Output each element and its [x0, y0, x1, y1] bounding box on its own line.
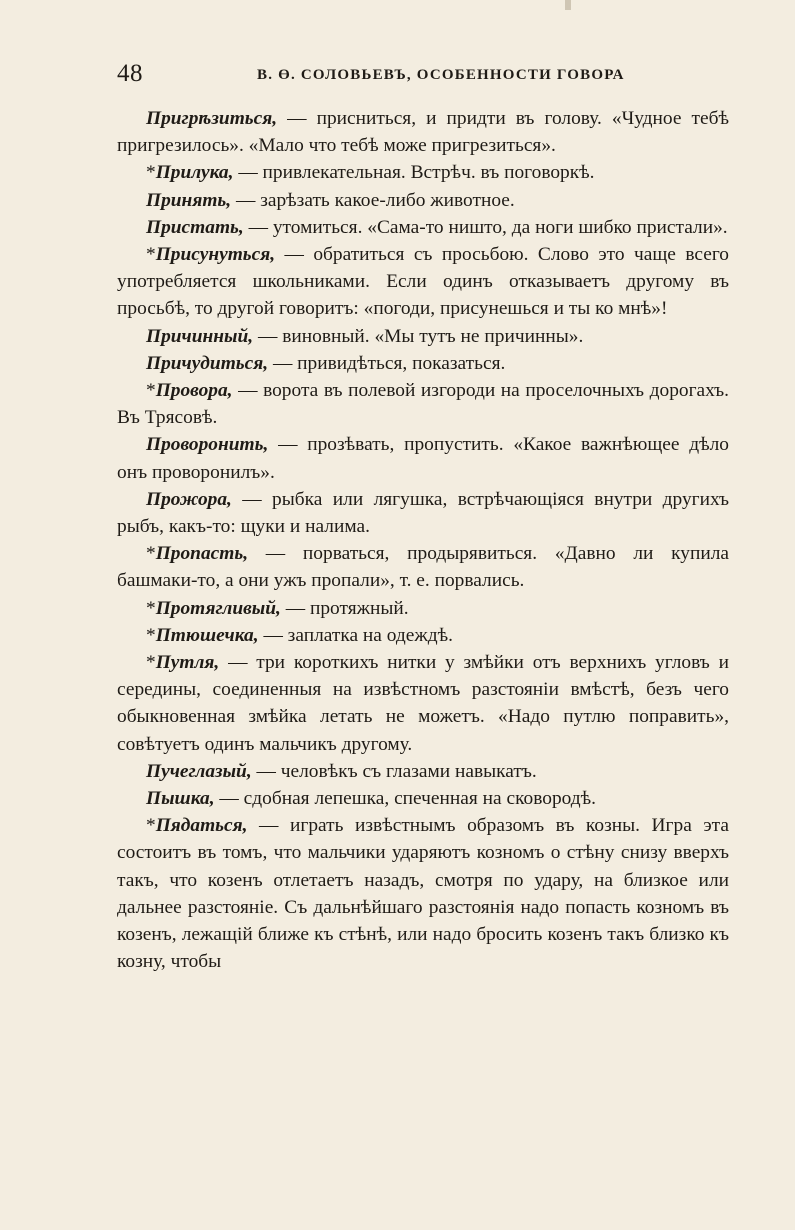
- entry-definition: — утомиться. «Сама-то ништо, да ноги шибко пристали».: [243, 216, 728, 238]
- dictionary-entry: [117, 785, 729, 812]
- dictionary-entry: [117, 486, 729, 540]
- dictionary-entry: [117, 377, 729, 431]
- running-title: В. Ө. СОЛОВЬЕВЪ, ОСОБЕННОСТИ ГОВОРА: [257, 67, 625, 83]
- dictionary-entry: [117, 323, 729, 350]
- dictionary-entry: [117, 214, 729, 241]
- entry-definition: — привидѣться, показаться.: [268, 352, 506, 374]
- entry-headword: Проворонить,: [146, 434, 269, 456]
- entry-star: *: [146, 244, 156, 266]
- entry-definition: — привлекательная. Встрѣч. въ поговоркѣ.: [233, 162, 595, 184]
- page-header: [117, 60, 727, 90]
- entry-definition: — зарѣзать какое-либо животное.: [231, 189, 515, 211]
- dictionary-entry: [117, 812, 729, 975]
- entry-star: *: [146, 380, 156, 402]
- entry-headword: Пригрѣзиться,: [146, 108, 278, 129]
- entry-headword: Прилука,: [155, 162, 234, 184]
- entry-definition: — протяжный.: [280, 597, 409, 619]
- entry-headword: Прожора,: [146, 488, 232, 510]
- entry-definition: — обратиться съ просьбою. Слово это чаще всего употребляется школьниками. Если одинъ отказываетъ другому въ просьбѣ, то другой говоритъ: «погоди, присунешься и ты ко мнѣ»!: [117, 244, 729, 320]
- entry-headword: Пристать,: [146, 216, 244, 238]
- entry-star: *: [146, 597, 156, 619]
- entry-headword: Протягливый,: [155, 597, 281, 619]
- entry-star: *: [146, 162, 156, 184]
- dictionary-entry: [117, 649, 729, 758]
- dictionary-text: [117, 105, 729, 976]
- entry-definition: — присниться, и придти въ голову. «Чудное тебѣ пригрезилось». «Мало что тебѣ може пригрезиться».: [117, 108, 729, 157]
- entry-definition: — сдобная лепешка, спеченная на сковородѣ.: [214, 788, 597, 810]
- entry-definition: — прозѣвать, пропустить. «Какое важнѣющее дѣло онъ проворонилъ».: [117, 434, 729, 483]
- dictionary-entry: [117, 758, 729, 785]
- entry-definition: — порваться, продырявиться. «Давно ли купила башмаки-то, а они ужъ пропали», т. е. порвались.: [117, 543, 729, 592]
- entry-star: *: [146, 815, 156, 837]
- entry-definition: — играть извѣстнымъ образомъ въ козны. Игра эта состоитъ въ томъ, что мальчики ударяютъ козномъ о стѣну снизу вверхъ такъ, что козенъ отлетаетъ назадъ, смотря по удару, на близкое или дальнее разстояніе. Съ дальнѣйшаго разстоянія надо попасть козномъ въ козенъ, лежащій ближе къ стѣнѣ, или надо бросить козенъ такъ близко къ козну, чтобы: [117, 815, 729, 973]
- entry-star: *: [146, 624, 156, 646]
- dictionary-entry: [117, 431, 729, 485]
- entry-headword: Пучеглазый,: [146, 760, 252, 782]
- entry-definition: — три короткихъ нитки у змѣйки отъ верхнихъ угловъ и середины, соединенныя на извѣстномъ разстояніи вмѣстѣ, безъ чего обыкновенная змѣйка летать не можетъ. «Надо путлю поправить», совѣтуетъ одинъ мальчикъ другому.: [117, 652, 729, 755]
- entry-headword: Принять,: [146, 189, 232, 211]
- entry-star: *: [146, 652, 156, 674]
- entry-headword: Проворa,: [155, 380, 233, 402]
- entry-headword: Путля,: [155, 652, 220, 674]
- entry-headword: Птюшечка,: [155, 624, 259, 646]
- entry-headword: Пышка,: [146, 788, 215, 810]
- entry-star: *: [146, 543, 156, 565]
- entry-headword: Пядаться,: [155, 815, 248, 837]
- entry-headword: Пропасть,: [155, 543, 249, 565]
- entry-definition: — виновный. «Мы тутъ не причинны».: [253, 325, 584, 347]
- dictionary-entry: [117, 540, 729, 594]
- dictionary-entry: [117, 159, 729, 186]
- entry-headword: Присунуться,: [155, 244, 276, 266]
- entry-definition: — ворота въ полевой изгороди на проселочныхъ дорогахъ. Въ Трясовѣ.: [117, 380, 729, 429]
- dictionary-entry: [117, 622, 729, 649]
- dictionary-entry: [117, 350, 729, 377]
- entry-headword: Причинный,: [146, 325, 254, 347]
- entry-definition: — человѣкъ съ глазами навыкатъ.: [251, 760, 537, 782]
- page-edge-mark: [565, 0, 571, 10]
- dictionary-entry: [117, 595, 729, 622]
- dictionary-entry: [117, 105, 729, 159]
- entry-definition: — заплатка на одеждѣ.: [258, 624, 453, 646]
- entry-definition: — рыбка или лягушка, встрѣчающіяся внутри другихъ рыбъ, какъ-то: щуки и налима.: [117, 488, 729, 538]
- dictionary-entry: [117, 187, 729, 214]
- dictionary-entry: [117, 241, 729, 323]
- entry-headword: Причудиться,: [146, 352, 269, 374]
- page-number: 48: [117, 60, 143, 87]
